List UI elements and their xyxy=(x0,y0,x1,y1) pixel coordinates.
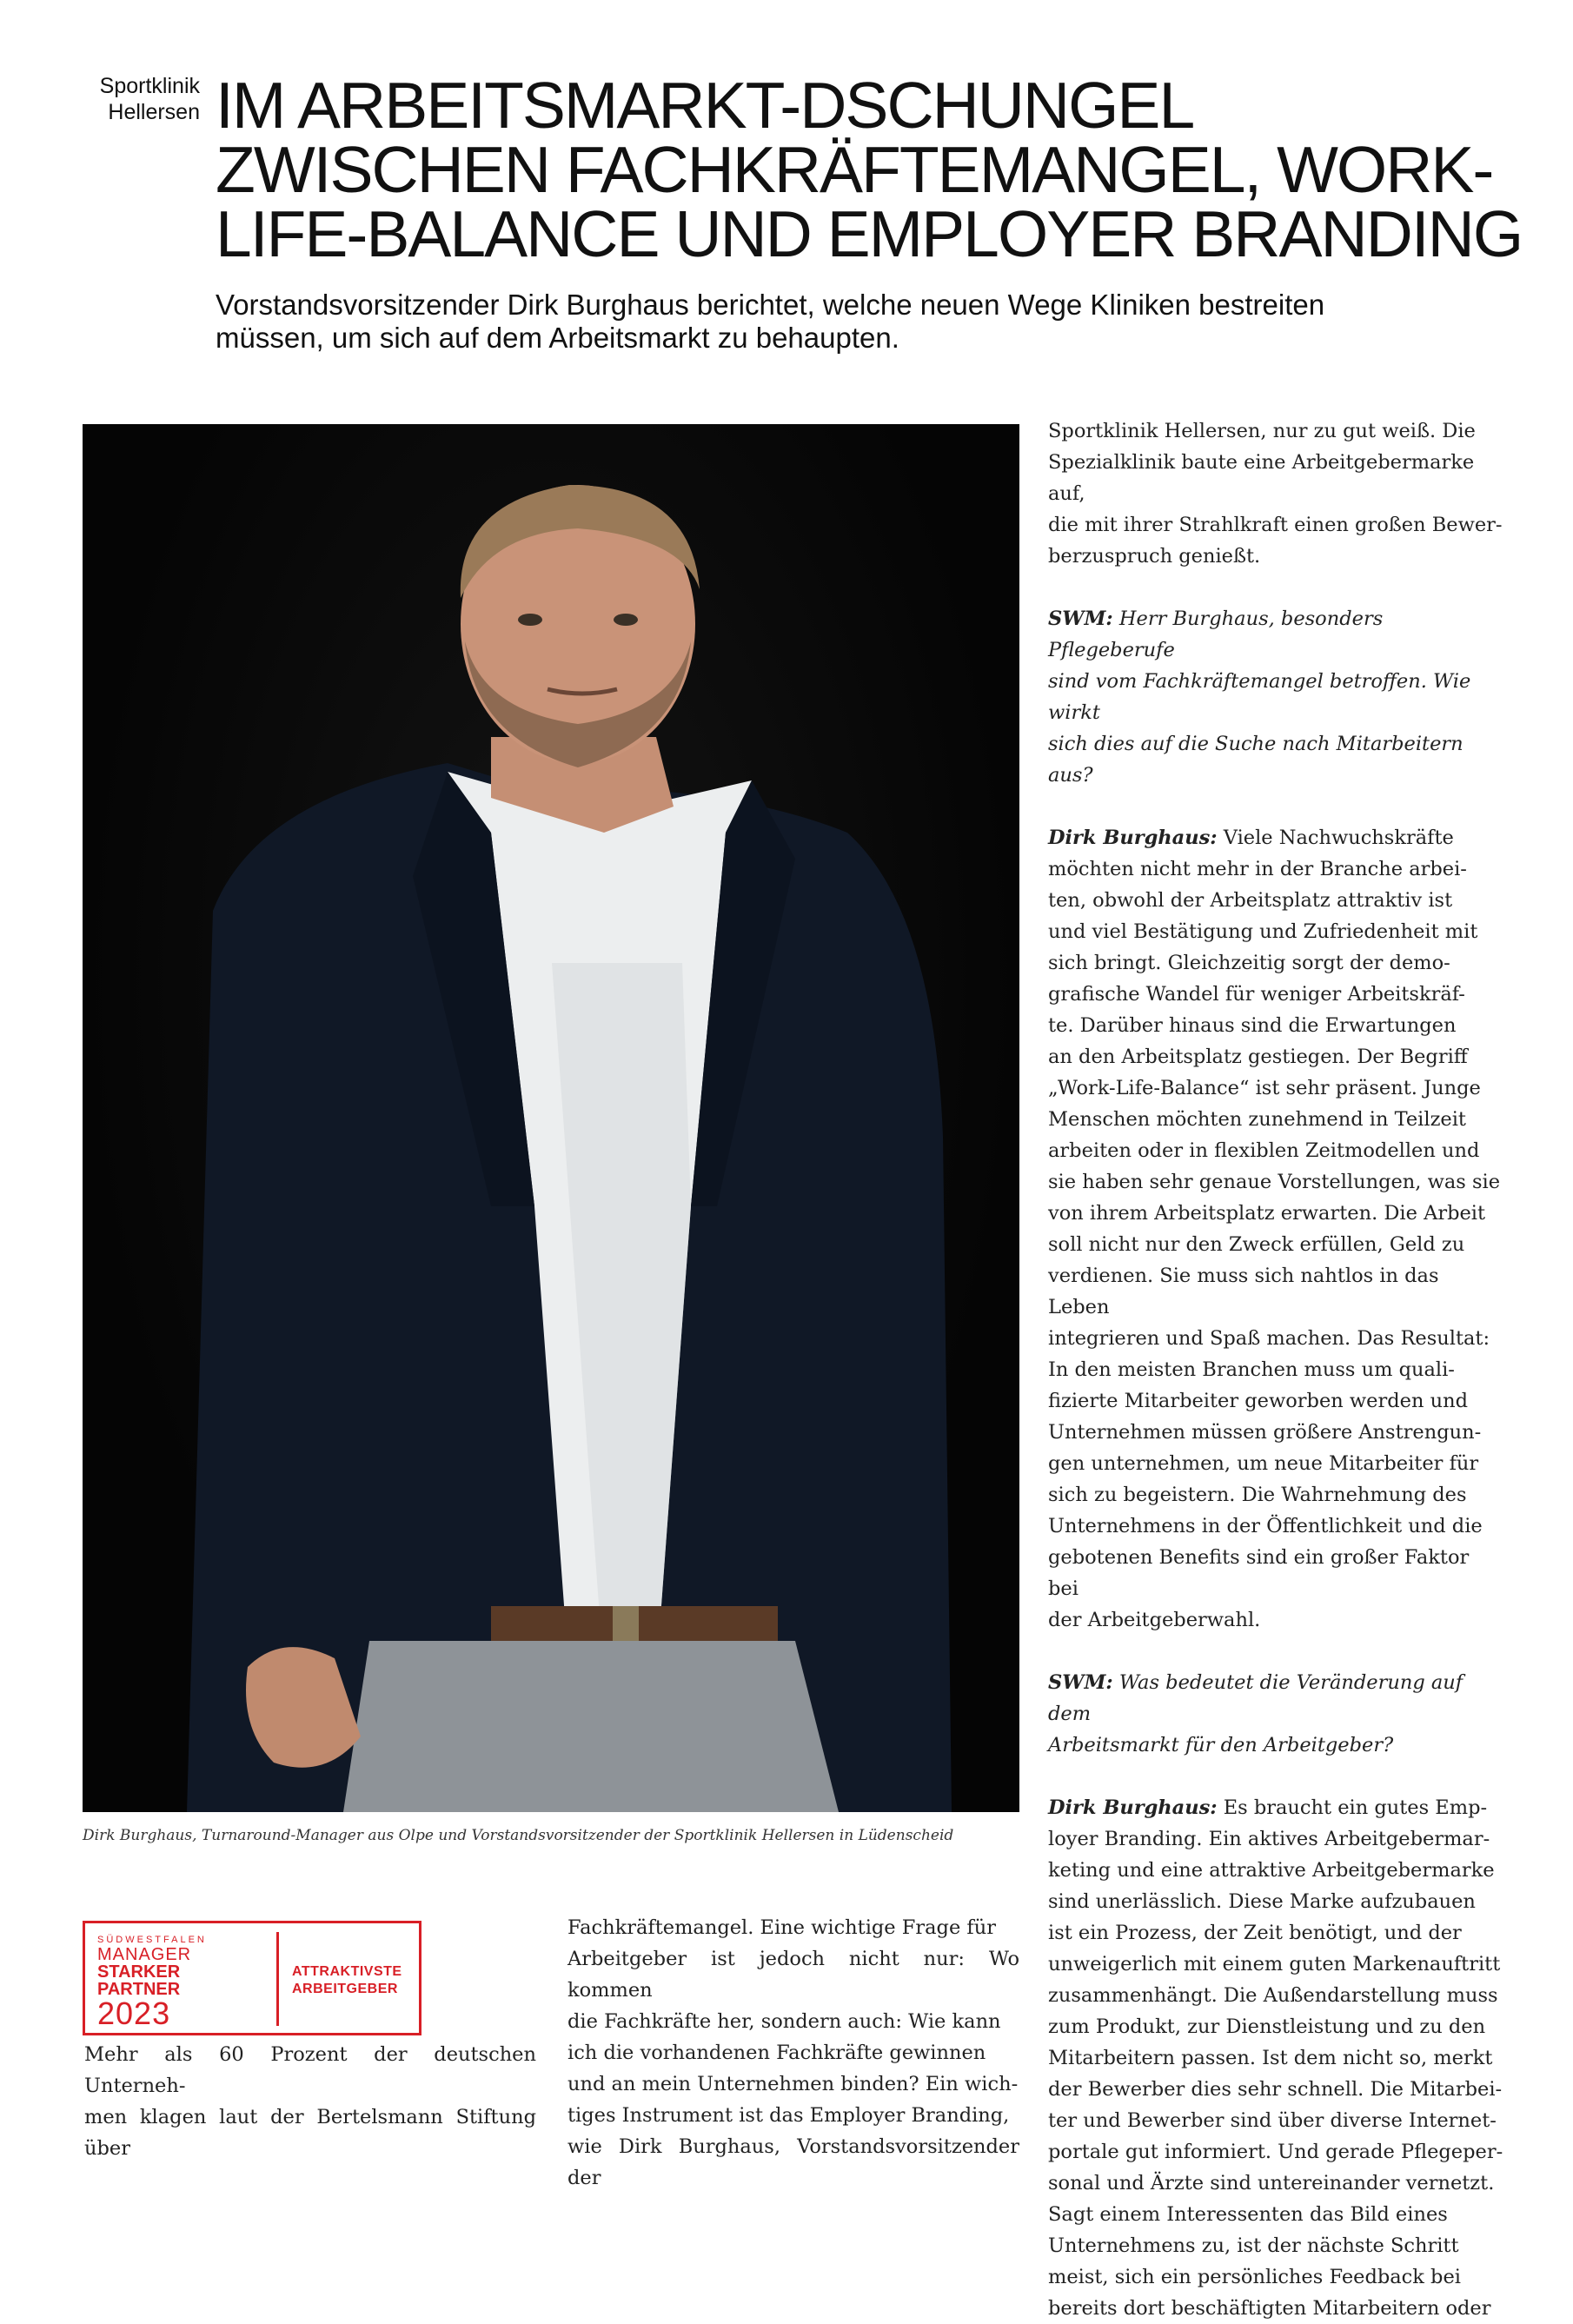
headline-line: ZWISCHEN FACHKRÄFTEMANGEL, WORK- xyxy=(216,133,1493,206)
badge-divider xyxy=(276,1932,279,2026)
body-line xyxy=(1048,822,1504,853)
headline-line: IM ARBEITSMARKT-DSCHUNGEL xyxy=(216,69,1194,142)
speaker-label: Dirk Burghaus: xyxy=(1048,1796,1218,1819)
body-line: grafische Wandel für weniger Arbeitskräf- xyxy=(1048,983,1465,1006)
body-line xyxy=(1048,1667,1504,1730)
body-line: ter und Bewerber sind über diverse Internet- xyxy=(1048,2109,1497,2132)
body-line: loyer Branding. Ein aktives Arbeitgebermar- xyxy=(1048,1828,1490,1850)
body-line: te. Darüber hinaus sind die Erwartungen xyxy=(1048,1014,1457,1037)
body-line: bereits dort beschäftigten Mitarbeitern oder xyxy=(1048,2297,1491,2320)
body-line: portale gut informiert. Und gerade Pflegeper- xyxy=(1048,2141,1503,2163)
subheadline-line: Vorstandsvorsitzender Dirk Burghaus berichtet, welche neuen Wege Kliniken bestreiten xyxy=(216,289,1325,321)
question-text: Herr Burghaus, besonders Pflegeberufe xyxy=(1048,608,1384,661)
badge-region: SÜDWESTFALEN xyxy=(97,1935,207,1945)
body-line: Fachkräftemangel. Eine wichtige Frage für xyxy=(567,1916,997,1939)
headline-line: LIFE-BALANCE UND EMPLOYER BRANDING xyxy=(216,197,1523,270)
body-line: zusammenhängt. Die Außendarstellung muss xyxy=(1048,1984,1498,2007)
answer-text: Viele Nachwuchskräfte xyxy=(1217,827,1454,849)
body-line: sie haben sehr genaue Vorstellungen, was sie xyxy=(1048,1171,1501,1193)
body-line: und an mein Unternehmen binden? Ein wich- xyxy=(567,2073,1019,2095)
body-line: ten, obwohl der Arbeitsplatz attraktiv ist xyxy=(1048,889,1453,912)
body-line: Arbeitgeber ist jedoch nicht nur: Wo kommen xyxy=(567,1948,1019,2002)
body-line: men klagen laut der Bertelsmann Stiftung über xyxy=(84,2106,536,2160)
body-line: Mehr als 60 Prozent der deutschen Unterneh- xyxy=(84,2043,536,2097)
speaker-label: SWM: xyxy=(1048,608,1113,630)
badge-award-text xyxy=(292,1963,402,1998)
interview-answer xyxy=(1048,1792,1504,2324)
body-line: In den meisten Branchen muss um quali- xyxy=(1048,1358,1455,1381)
badge-line: PARTNER xyxy=(97,1980,181,1999)
answer-text: Es braucht ein gutes Emp- xyxy=(1217,1796,1488,1819)
body-line: wie Dirk Burghaus, Vorstandsvorsitzender der xyxy=(567,2135,1019,2189)
section-label-line: Hellersen xyxy=(108,100,200,124)
body-line: sonal und Ärzte sind untereinander vernetzt. xyxy=(1048,2172,1495,2195)
article-column-middle xyxy=(567,1912,1019,2194)
body-line: sich zu begeistern. Die Wahrnehmung des xyxy=(1048,1484,1467,1506)
body-line: möchten nicht mehr in der Branche arbei- xyxy=(1048,858,1467,880)
body-line: Sportklinik Hellersen, nur zu gut weiß. Die xyxy=(1048,420,1476,442)
body-line: sich dies auf die Suche nach Mitarbeitern aus? xyxy=(1048,733,1463,787)
speaker-label: Dirk Burghaus: xyxy=(1048,827,1218,849)
body-line: Spezialklinik baute eine Arbeitgebermarke auf, xyxy=(1048,451,1475,505)
body-line: arbeiten oder in flexiblen Zeitmodellen und xyxy=(1048,1139,1480,1162)
interview-answer xyxy=(1048,822,1504,1636)
question-text: Was bedeutet die Veränderung auf dem xyxy=(1048,1671,1463,1725)
body-line: sind vom Fachkräftemangel betroffen. Wie wirkt xyxy=(1048,670,1471,724)
article-headline xyxy=(216,69,1523,270)
body-line: gen unternehmen, um neue Mitarbeiter für xyxy=(1048,1452,1479,1475)
body-line: ich die vorhandenen Fachkräfte gewinnen xyxy=(567,2042,986,2064)
body-line: fizierte Mitarbeiter geworben werden und xyxy=(1048,1390,1468,1412)
body-line: Unternehmen müssen größere Anstrengun- xyxy=(1048,1421,1482,1444)
body-line: die mit ihrer Strahlkraft einen großen Bewer- xyxy=(1048,514,1503,536)
badge-line: MANAGER xyxy=(97,1945,192,1964)
body-line: von ihrem Arbeitsplatz erwarten. Die Arbeit xyxy=(1048,1202,1486,1225)
badge-year: 2023 xyxy=(97,1995,171,2031)
badge-line: STARKER xyxy=(97,1962,181,1982)
photo-caption: Dirk Burghaus, Turnaround-Manager aus Olpe und Vorstandsvorsitzender der Sportklinik Hellersen in Lüdenscheid xyxy=(83,1827,954,1844)
body-line: tiges Instrument ist das Employer Branding, xyxy=(567,2104,1010,2127)
body-line: der Bewerber dies sehr schnell. Die Mitarbei- xyxy=(1048,2078,1503,2101)
section-label-line: Sportklinik xyxy=(99,74,200,98)
body-line: Mitarbeitern passen. Ist dem nicht so, merkt xyxy=(1048,2047,1493,2069)
portrait-illustration xyxy=(83,424,1019,1812)
body-line: Arbeitsmarkt für den Arbeitgeber? xyxy=(1048,1734,1394,1756)
award-badge xyxy=(83,1921,421,2035)
body-line: der Arbeitgeberwahl. xyxy=(1048,1609,1261,1631)
body-line: zum Produkt, zur Dienstleistung und zu den xyxy=(1048,2015,1486,2038)
body-line: an den Arbeitsplatz gestiegen. Der Begriff xyxy=(1048,1046,1468,1068)
interview-question xyxy=(1048,603,1504,791)
subheadline-line: müssen, um sich auf dem Arbeitsmarkt zu behaupten. xyxy=(216,322,899,354)
body-line: Menschen möchten zunehmend in Teilzeit xyxy=(1048,1108,1466,1131)
body-line: keting und eine attraktive Arbeitgebermarke xyxy=(1048,1859,1495,1882)
body-line xyxy=(1048,1792,1504,1823)
body-line: unweigerlich mit einem guten Markenauftritt xyxy=(1048,1953,1501,1975)
body-line: meist, sich ein persönliches Feedback bei xyxy=(1048,2266,1461,2288)
body-line: sich bringt. Gleichzeitig sorgt der demo- xyxy=(1048,952,1450,974)
body-line: Unternehmens zu, ist der nächste Schritt xyxy=(1048,2234,1459,2257)
intro-paragraph xyxy=(1048,415,1504,572)
body-line: Unternehmens in der Öffentlichkeit und die xyxy=(1048,1515,1483,1537)
speaker-label: SWM: xyxy=(1048,1671,1113,1694)
body-line: Sagt einem Interessenten das Bild eines xyxy=(1048,2203,1448,2226)
body-line: soll nicht nur den Zweck erfüllen, Geld zu xyxy=(1048,1233,1465,1256)
badge-award-line: ARBEITGEBER xyxy=(292,1982,398,1996)
body-line: berzuspruch genießt. xyxy=(1048,545,1261,568)
article-column-left xyxy=(84,2039,536,2164)
body-line: „Work-Life-Balance“ ist sehr präsent. Junge xyxy=(1048,1077,1481,1099)
body-line xyxy=(1048,603,1504,666)
body-line: die Fachkräfte her, sondern auch: Wie kann xyxy=(567,2010,1001,2033)
body-line: ist ein Prozess, der Zeit benötigt, und der xyxy=(1048,1922,1462,1944)
body-line: gebotenen Benefits sind ein großer Faktor bei xyxy=(1048,1546,1470,1600)
interview-question xyxy=(1048,1667,1504,1761)
portrait-photo xyxy=(83,424,1019,1812)
body-line: und viel Bestätigung und Zufriedenheit mit xyxy=(1048,920,1478,943)
body-line: sind unerlässlich. Diese Marke aufzubauen xyxy=(1048,1890,1476,1913)
article-column-right xyxy=(1048,415,1504,2324)
section-label xyxy=(78,73,200,125)
body-line: verdienen. Sie muss sich nahtlos in das Leben xyxy=(1048,1265,1439,1318)
body-line: integrieren und Spaß machen. Das Resultat: xyxy=(1048,1327,1490,1350)
badge-logo xyxy=(97,1934,271,2029)
article-subheadline xyxy=(216,289,1502,355)
badge-award-line: ATTRAKTIVSTE xyxy=(292,1964,402,1979)
